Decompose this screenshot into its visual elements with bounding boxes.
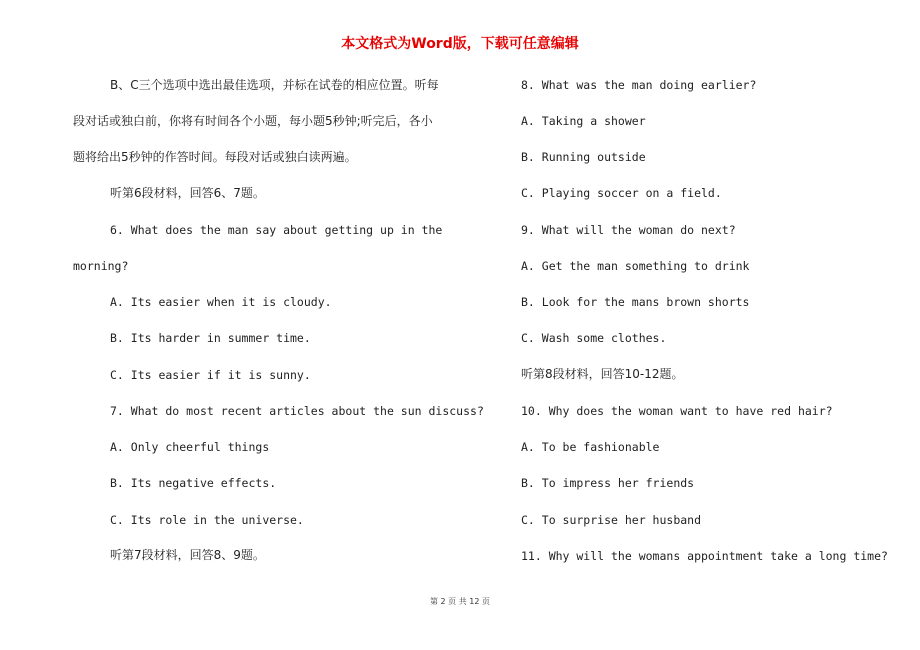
question-9-option-c: C. Wash some clothes.: [521, 331, 667, 345]
section-8-instruction: 听第8段材料，回答10-12题。: [521, 367, 684, 381]
intro-line-1: B、C三个选项中选出最佳选项，并标在试卷的相应位置。听每: [110, 78, 439, 92]
question-6-option-c: C. Its easier if it is sunny.: [110, 368, 311, 382]
question-10-option-b: B. To impress her friends: [521, 476, 695, 490]
question-9: 9. What will the woman do next?: [521, 223, 736, 237]
intro-line-2: 段对话或独白前，你将有时间各个小题，每小题5秒钟;听完后，各小: [73, 114, 433, 128]
section-7-instruction: 听第7段材料，回答8、9题。: [110, 548, 265, 562]
question-9-option-a: A. Get the man something to drink: [521, 259, 750, 273]
question-7-option-b: B. Its negative effects.: [110, 476, 277, 490]
question-8-option-c: C. Playing soccer on a field.: [521, 186, 722, 200]
section-6-instruction: 听第6段材料，回答6、7题。: [110, 186, 265, 200]
question-11: 11. Why will the womans appointment take a long time?: [521, 549, 888, 563]
question-7-option-a: A. Only cheerful things: [110, 440, 270, 454]
question-9-option-b: B. Look for the mans brown shorts: [521, 295, 750, 309]
page-number-footer: 第 2 页 共 12 页: [430, 597, 490, 606]
question-6-line-2: morning?: [73, 259, 129, 273]
question-7-option-c: C. Its role in the universe.: [110, 513, 304, 527]
question-10-option-a: A. To be fashionable: [521, 440, 660, 454]
question-8-option-a: A. Taking a shower: [521, 114, 646, 128]
question-6-line-1: 6. What does the man say about getting up in the: [110, 223, 443, 237]
intro-line-3: 题将给出5秒钟的作答时间。每段对话或独白读两遍。: [73, 150, 357, 164]
question-10: 10. Why does the woman want to have red hair?: [521, 404, 833, 418]
question-7: 7. What do most recent articles about the sun discuss?: [110, 404, 484, 418]
question-6-option-a: A. Its easier when it is cloudy.: [110, 295, 332, 309]
question-8-option-b: B. Running outside: [521, 150, 646, 164]
question-6-option-b: B. Its harder in summer time.: [110, 331, 311, 345]
question-8: 8. What was the man doing earlier?: [521, 78, 757, 92]
question-10-option-c: C. To surprise her husband: [521, 513, 702, 527]
document-header-title: 本文格式为Word版，下载可任意编辑: [341, 36, 579, 52]
